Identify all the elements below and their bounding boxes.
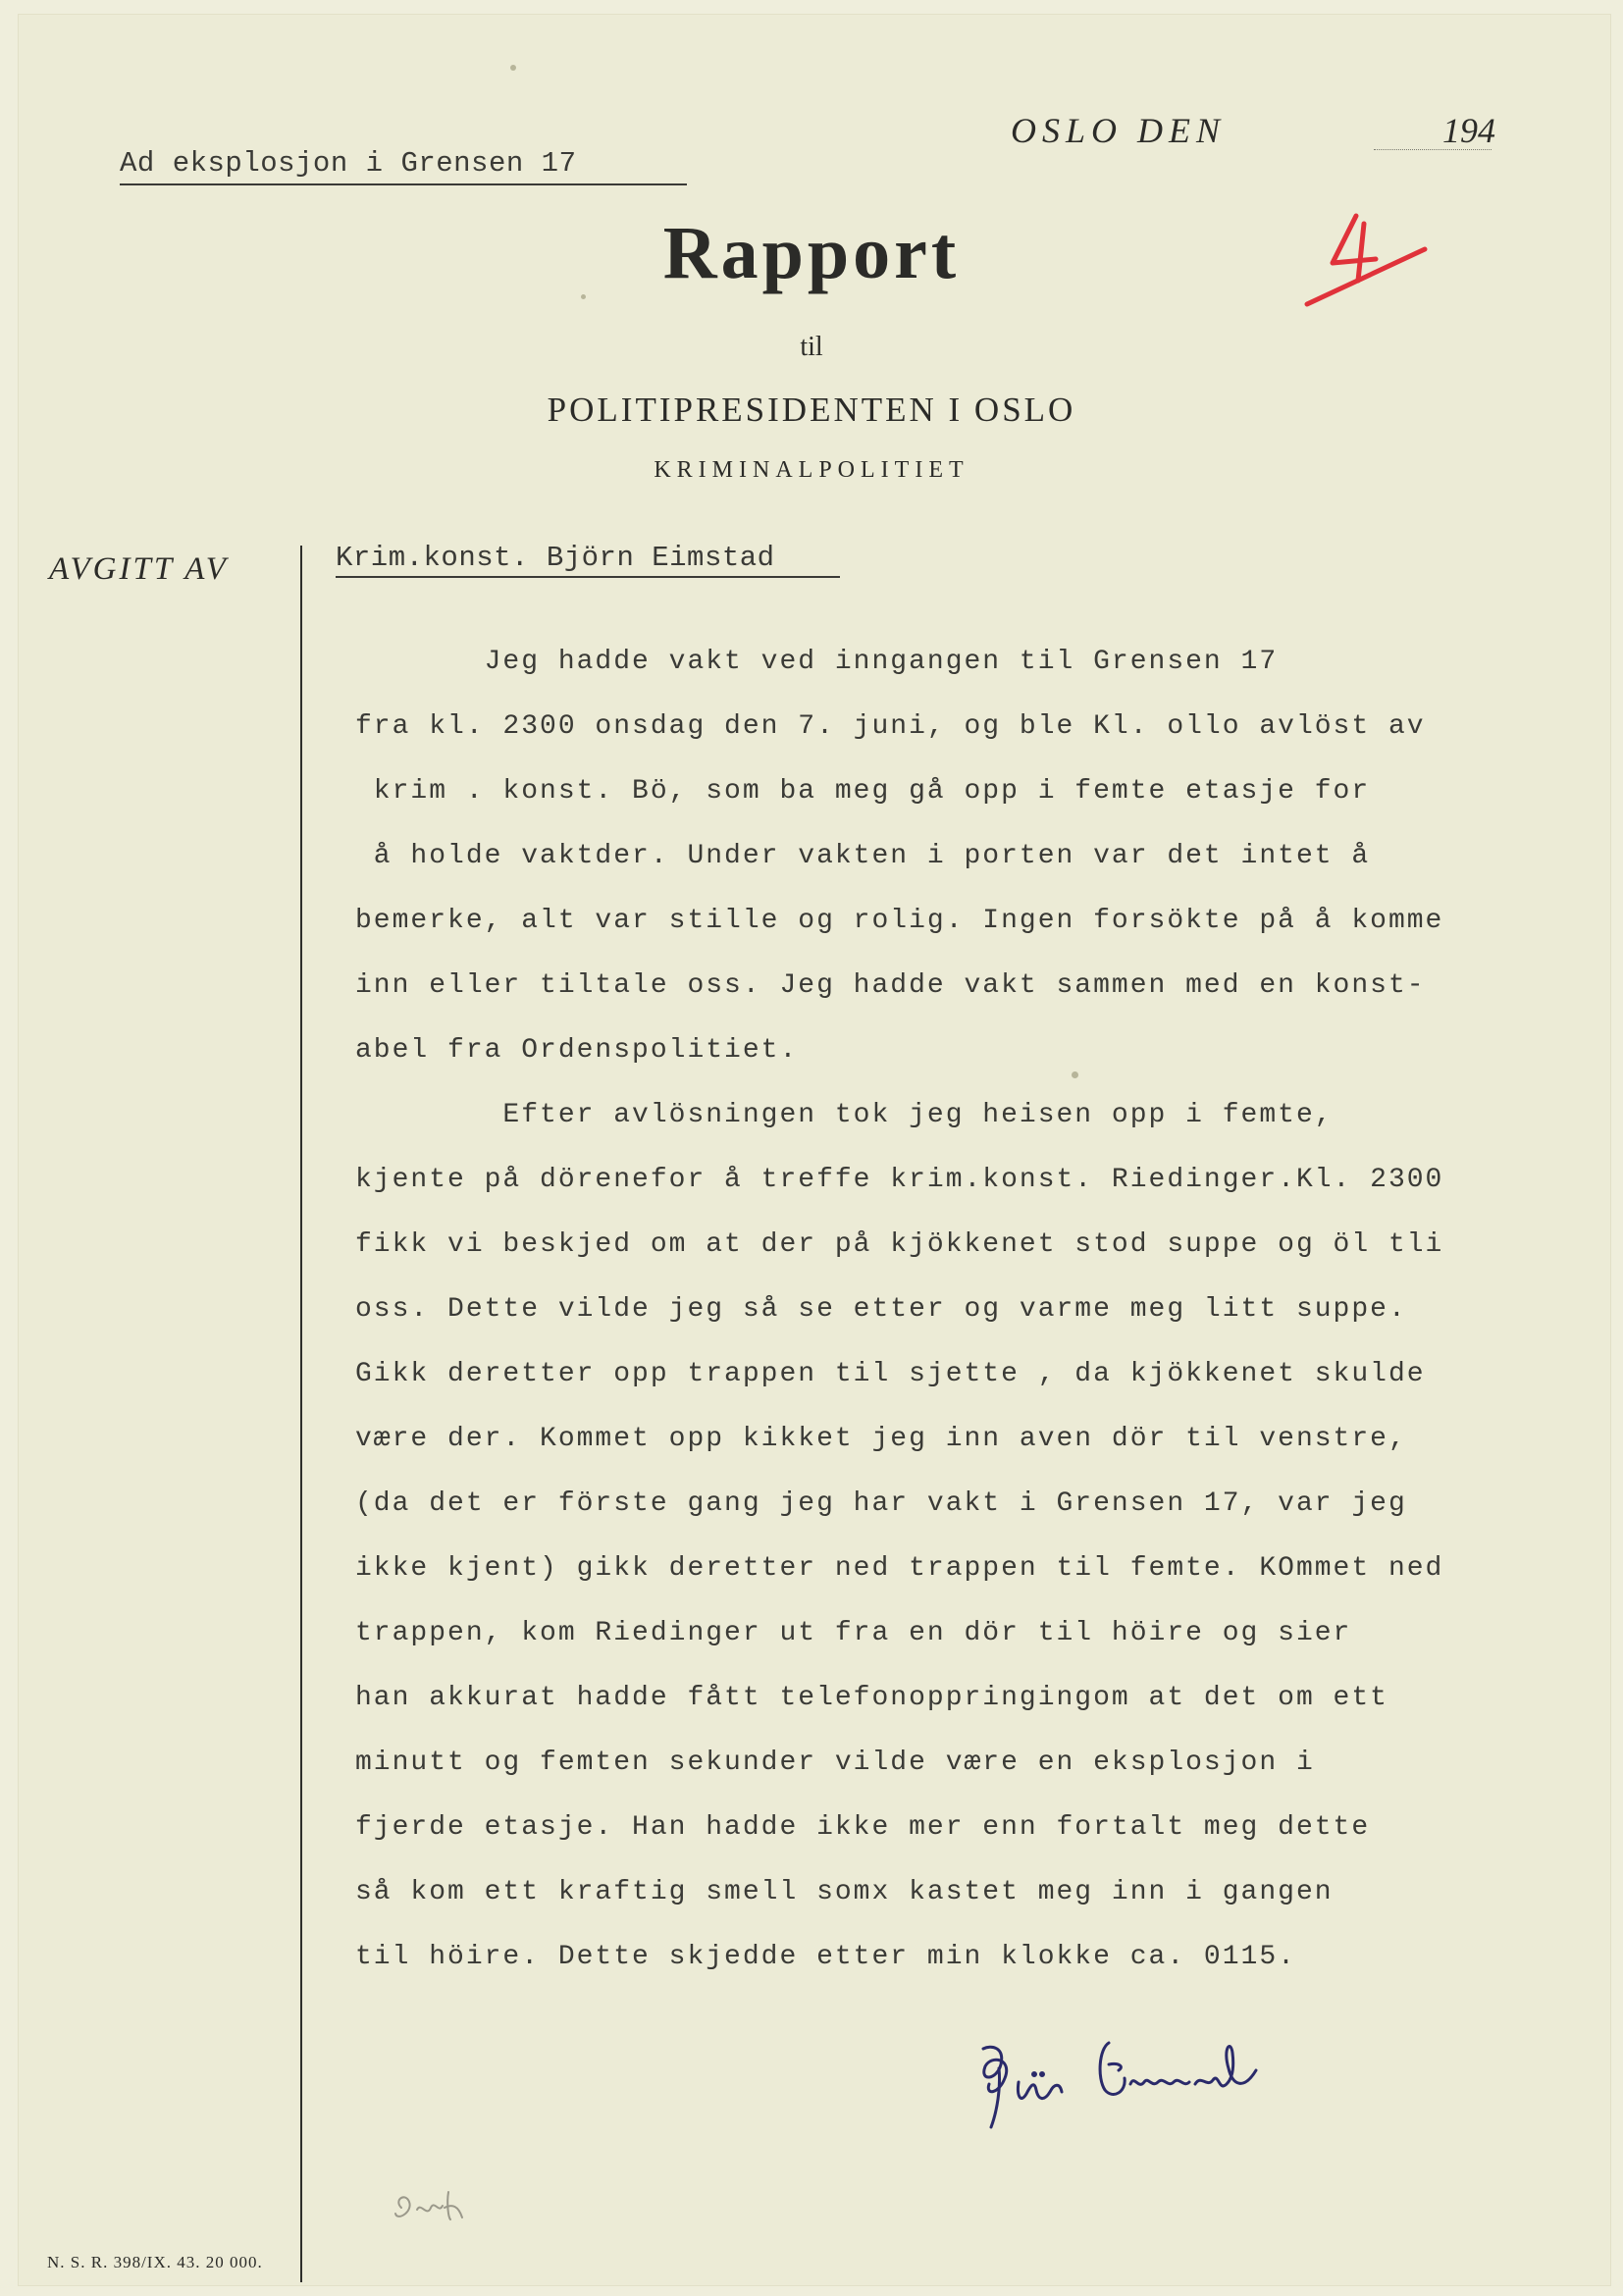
place-date-label: OSLO DEN bbox=[1011, 111, 1227, 150]
body-line: oss. Dette vilde jeg så se etter og varme meg litt suppe. bbox=[355, 1294, 1407, 1325]
body-line: være der. Kommet opp kikket jeg inn aven dör til venstre, bbox=[355, 1424, 1407, 1454]
body-line: trappen, kom Riedinger ut fra en dör til höire og sier bbox=[355, 1618, 1352, 1648]
recipient: POLITIPRESIDENTEN I OSLO bbox=[547, 391, 1076, 429]
body-line: så kom ett kraftig smell somx kastet meg inn i gangen bbox=[355, 1877, 1334, 1907]
body-line: krim . konst. Bö, som ba meg gå opp i femte etasje for bbox=[355, 776, 1371, 807]
body-line: Jeg hadde vakt ved inngangen til Grensen 17 bbox=[355, 647, 1279, 677]
body-line: (da det er förste gang jeg har vakt i Grensen 17, var jeg bbox=[355, 1488, 1407, 1519]
document-title: Rapport bbox=[662, 212, 961, 294]
til-label: til bbox=[800, 332, 823, 362]
report-subject: Ad eksplosjon i Grensen 17 bbox=[120, 147, 687, 185]
body-line: bemerke, alt var stille og rolig. Ingen forsökte på å komme bbox=[355, 906, 1444, 936]
pencil-initials bbox=[388, 2178, 476, 2237]
year-label: 194 bbox=[1442, 111, 1495, 150]
avgitt-av-label: AVGITT AV bbox=[49, 551, 229, 587]
report-body bbox=[355, 630, 1533, 1990]
body-line: å holde vaktder. Under vakten i porten var det intet å bbox=[355, 841, 1371, 871]
body-line: minutt og femten sekunder vilde være en eksplosjon i bbox=[355, 1748, 1315, 1778]
margin-divider bbox=[300, 546, 302, 2282]
paper-speck bbox=[510, 65, 516, 71]
department: KRIMINALPOLITIET bbox=[654, 457, 969, 483]
body-line: til höire. Dette skjedde etter min klokke ca. 0115. bbox=[355, 1942, 1296, 1972]
body-line: Efter avlösningen tok jeg heisen opp i femte, bbox=[355, 1100, 1334, 1130]
body-line: inn eller tiltale oss. Jeg hadde vakt sammen med en konst- bbox=[355, 970, 1426, 1001]
body-line: kjente på dörenefor å treffe krim.konst. Riedinger.Kl. 2300 bbox=[355, 1165, 1444, 1195]
body-line: Gikk deretter opp trappen til sjette , da kjökkenet skulde bbox=[355, 1359, 1426, 1389]
report-author: Krim.konst. Björn Eimstad bbox=[336, 542, 840, 578]
red-page-number-mark bbox=[1295, 206, 1433, 314]
body-line: fjerde etasje. Han hadde ikke mer enn fortalt meg dette bbox=[355, 1812, 1371, 1843]
body-line: han akkurat hadde fått telefonoppringingom at det om ett bbox=[355, 1683, 1388, 1713]
body-line: abel fra Ordenspolitiet. bbox=[355, 1035, 799, 1066]
handwritten-signature bbox=[962, 2009, 1295, 2147]
body-line: fikk vi beskjed om at der på kjökkenet stod suppe og öl tli bbox=[355, 1229, 1444, 1260]
body-line: fra kl. 2300 onsdag den 7. juni, og ble Kl. ollo avlöst av bbox=[355, 711, 1426, 742]
form-number: N. S. R. 398/IX. 43. 20 000. bbox=[47, 2253, 263, 2271]
body-line: ikke kjent) gikk deretter ned trappen til femte. KOmmet ned bbox=[355, 1553, 1444, 1584]
